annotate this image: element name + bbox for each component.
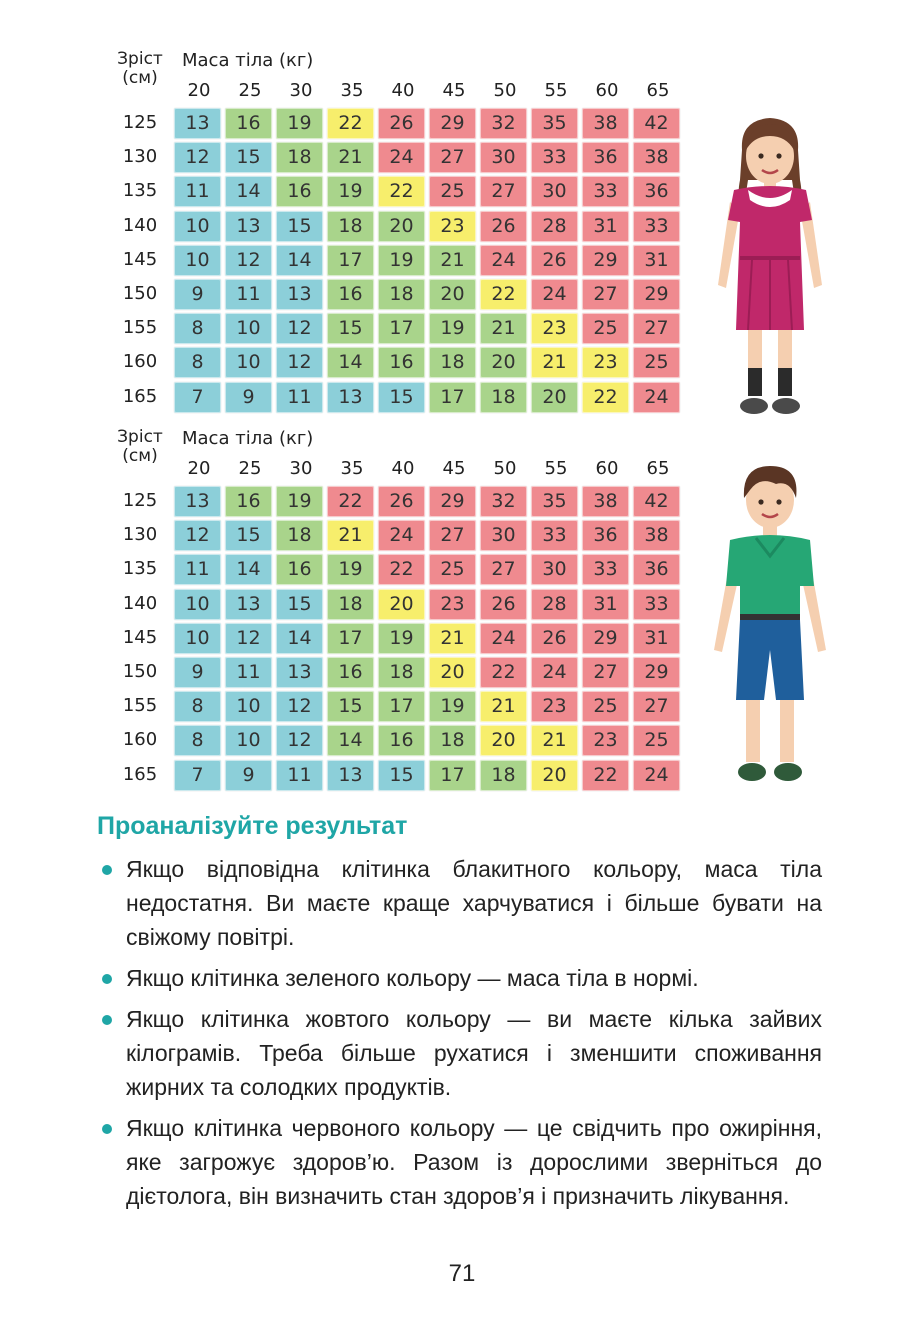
bmi-cell: 12 bbox=[225, 245, 272, 276]
bmi-cell: 21 bbox=[480, 313, 527, 344]
bmi-cell: 18 bbox=[327, 589, 374, 620]
bmi-cell: 38 bbox=[633, 520, 680, 551]
bmi-cell: 38 bbox=[582, 108, 629, 139]
page-number: 71 bbox=[448, 1260, 476, 1287]
bullet-icon bbox=[102, 1124, 112, 1134]
bmi-cell: 36 bbox=[582, 520, 629, 551]
bmi-cell: 12 bbox=[276, 347, 323, 378]
bmi-cell: 15 bbox=[276, 589, 323, 620]
bmi-cell: 9 bbox=[225, 760, 272, 791]
bmi-cell: 35 bbox=[531, 108, 578, 139]
bmi-cell: 22 bbox=[327, 486, 374, 517]
bmi-cell: 23 bbox=[429, 211, 476, 242]
bmi-cell: 13 bbox=[327, 382, 374, 413]
bmi-cell: 21 bbox=[531, 725, 578, 756]
bmi-cell: 24 bbox=[633, 760, 680, 791]
bmi-cell: 12 bbox=[225, 623, 272, 654]
mass-column-header: 50 bbox=[493, 458, 517, 479]
bmi-cell: 10 bbox=[174, 589, 221, 620]
height-row-header: 145 bbox=[122, 626, 158, 648]
bmi-cell: 15 bbox=[225, 142, 272, 173]
height-row-header: 135 bbox=[122, 558, 158, 580]
bmi-cell: 14 bbox=[225, 554, 272, 585]
bmi-cell: 31 bbox=[582, 211, 629, 242]
height-row-header: 130 bbox=[122, 524, 158, 546]
bmi-cell: 22 bbox=[327, 108, 374, 139]
bmi-cell: 27 bbox=[480, 554, 527, 585]
bmi-cell: 21 bbox=[429, 623, 476, 654]
bmi-cell: 18 bbox=[276, 520, 323, 551]
bmi-cell: 29 bbox=[582, 245, 629, 276]
height-row-header: 165 bbox=[122, 385, 158, 407]
bullet-text: Якщо клітинка жовтого кольору — ви маєте кілька зайвих кілограмів. Треба більше рухатися і зменшити споживання жирних та солодких продуктів. bbox=[126, 1006, 822, 1100]
bmi-cell: 29 bbox=[633, 279, 680, 310]
bullet-text: Якщо клітинка червоного кольору — це свідчить про ожиріння, яке загрожує здоров’ю. Разом із дорослими зверніться до дієтолога, він визначить стан здоров’я і призначить лікування. bbox=[126, 1115, 822, 1209]
bmi-cell: 19 bbox=[378, 623, 425, 654]
bmi-cell: 9 bbox=[174, 279, 221, 310]
bmi-cell: 16 bbox=[276, 554, 323, 585]
bmi-cell: 16 bbox=[378, 725, 425, 756]
bmi-cell: 36 bbox=[582, 142, 629, 173]
bmi-cell: 23 bbox=[582, 725, 629, 756]
section-title: Проаналізуйте результат bbox=[97, 812, 408, 840]
bmi-cell: 23 bbox=[531, 691, 578, 722]
height-row-header: 160 bbox=[122, 729, 158, 751]
bmi-cell: 31 bbox=[633, 623, 680, 654]
height-row-header: 125 bbox=[122, 490, 158, 511]
bmi-cell: 30 bbox=[480, 142, 527, 173]
mass-column-header: 35 bbox=[340, 458, 364, 479]
bmi-cell: 33 bbox=[633, 211, 680, 242]
bmi-cell: 15 bbox=[327, 691, 374, 722]
bmi-cell: 21 bbox=[327, 520, 374, 551]
mass-column-header: 55 bbox=[544, 458, 568, 479]
bmi-cell: 17 bbox=[429, 382, 476, 413]
bmi-cell: 18 bbox=[378, 657, 425, 688]
bmi-cell: 22 bbox=[378, 176, 425, 207]
bullet-text: Якщо відповідна клітинка блакитного кольору, маса тіла недостатня. Ви маєте краще харчуватися і більше бувати на свіжому повітрі. bbox=[126, 856, 822, 950]
mass-axis-label: Маса тіла (кг) bbox=[182, 50, 314, 71]
boy-illustration bbox=[700, 460, 840, 800]
bmi-cell: 33 bbox=[531, 142, 578, 173]
bmi-cell: 25 bbox=[582, 691, 629, 722]
bmi-cell: 21 bbox=[480, 691, 527, 722]
bmi-cell: 30 bbox=[480, 520, 527, 551]
height-row-header: 135 bbox=[122, 180, 158, 202]
bmi-cell: 28 bbox=[531, 589, 578, 620]
mass-column-header: 50 bbox=[493, 80, 517, 101]
mass-column-header: 60 bbox=[595, 80, 619, 101]
mass-column-header: 30 bbox=[289, 80, 313, 101]
bmi-cell: 11 bbox=[225, 657, 272, 688]
result-list bbox=[100, 852, 822, 1220]
list-item bbox=[100, 852, 822, 954]
bmi-cell: 23 bbox=[429, 589, 476, 620]
mass-column-header: 25 bbox=[238, 80, 262, 101]
bmi-cell: 24 bbox=[378, 142, 425, 173]
bmi-cell: 7 bbox=[174, 382, 221, 413]
bmi-cell: 26 bbox=[378, 108, 425, 139]
bmi-cell: 17 bbox=[378, 691, 425, 722]
bmi-cell: 18 bbox=[480, 760, 527, 791]
bmi-cell: 18 bbox=[480, 382, 527, 413]
bmi-cell: 11 bbox=[174, 554, 221, 585]
height-row-header: 155 bbox=[122, 317, 158, 339]
bmi-cell: 14 bbox=[276, 245, 323, 276]
bmi-cell: 13 bbox=[225, 589, 272, 620]
bmi-cell: 25 bbox=[633, 347, 680, 378]
girl-illustration bbox=[700, 110, 840, 430]
bmi-cell: 42 bbox=[633, 486, 680, 517]
bmi-cell: 16 bbox=[378, 347, 425, 378]
bmi-cell: 28 bbox=[531, 211, 578, 242]
bmi-cell: 8 bbox=[174, 725, 221, 756]
bmi-cell: 16 bbox=[225, 486, 272, 517]
bmi-cell: 13 bbox=[327, 760, 374, 791]
bmi-cell: 27 bbox=[582, 657, 629, 688]
bmi-cell: 10 bbox=[225, 691, 272, 722]
list-item bbox=[100, 1002, 822, 1104]
bmi-cell: 21 bbox=[327, 142, 374, 173]
bmi-cell: 18 bbox=[378, 279, 425, 310]
bmi-cell: 13 bbox=[174, 486, 221, 517]
bmi-cell: 17 bbox=[378, 313, 425, 344]
bmi-cell: 21 bbox=[429, 245, 476, 276]
mass-column-header: 45 bbox=[442, 458, 466, 479]
bmi-cell: 10 bbox=[174, 245, 221, 276]
bmi-cell: 14 bbox=[327, 725, 374, 756]
bmi-cell: 22 bbox=[480, 279, 527, 310]
bmi-cell: 22 bbox=[582, 382, 629, 413]
height-row-header: 145 bbox=[122, 248, 158, 270]
bmi-cell: 31 bbox=[633, 245, 680, 276]
mass-axis-label: Маса тіла (кг) bbox=[182, 428, 314, 449]
bmi-cell: 29 bbox=[582, 623, 629, 654]
bmi-cell: 29 bbox=[633, 657, 680, 688]
bmi-cell: 30 bbox=[531, 554, 578, 585]
bmi-cell: 27 bbox=[429, 520, 476, 551]
height-row-header: 165 bbox=[122, 763, 158, 785]
bmi-cell: 16 bbox=[276, 176, 323, 207]
bmi-cell: 14 bbox=[327, 347, 374, 378]
bmi-cell: 20 bbox=[378, 211, 425, 242]
bmi-cell: 22 bbox=[480, 657, 527, 688]
bmi-cell: 20 bbox=[531, 382, 578, 413]
bmi-cell: 20 bbox=[429, 279, 476, 310]
list-item bbox=[100, 1111, 822, 1213]
bmi-cell: 24 bbox=[480, 623, 527, 654]
bmi-cell: 20 bbox=[531, 760, 578, 791]
bmi-cell: 26 bbox=[531, 245, 578, 276]
bullet-text: Якщо клітинка зеленого кольору — маса тіла в нормі. bbox=[126, 965, 699, 991]
height-row-header: 150 bbox=[122, 283, 158, 304]
bmi-cell: 29 bbox=[429, 108, 476, 139]
bmi-cell: 12 bbox=[174, 142, 221, 173]
bmi-cell: 10 bbox=[225, 347, 272, 378]
mass-column-header: 65 bbox=[646, 80, 670, 101]
mass-column-header: 30 bbox=[289, 458, 313, 479]
bmi-cell: 10 bbox=[174, 211, 221, 242]
bmi-cell: 27 bbox=[633, 313, 680, 344]
height-row-header: 130 bbox=[122, 146, 158, 168]
bmi-cell: 20 bbox=[429, 657, 476, 688]
mass-column-header: 40 bbox=[391, 80, 415, 101]
bmi-cell: 8 bbox=[174, 347, 221, 378]
bmi-cell: 25 bbox=[429, 176, 476, 207]
bmi-cell: 8 bbox=[174, 691, 221, 722]
bmi-cell: 25 bbox=[633, 725, 680, 756]
bmi-cell: 13 bbox=[225, 211, 272, 242]
bmi-cell: 26 bbox=[378, 486, 425, 517]
bmi-cell: 21 bbox=[531, 347, 578, 378]
bmi-cell: 11 bbox=[276, 382, 323, 413]
bmi-cell: 10 bbox=[174, 623, 221, 654]
bmi-cell: 38 bbox=[582, 486, 629, 517]
height-row-header: 155 bbox=[122, 695, 158, 717]
bmi-cell: 23 bbox=[531, 313, 578, 344]
bmi-cell: 18 bbox=[276, 142, 323, 173]
bmi-cell: 20 bbox=[480, 725, 527, 756]
mass-column-header: 20 bbox=[187, 458, 211, 479]
bmi-cell: 13 bbox=[276, 279, 323, 310]
bmi-cell: 19 bbox=[276, 108, 323, 139]
bmi-cell: 27 bbox=[429, 142, 476, 173]
bullet-icon bbox=[102, 1015, 112, 1025]
bmi-cell: 16 bbox=[225, 108, 272, 139]
bmi-cell: 12 bbox=[174, 520, 221, 551]
mass-column-header: 65 bbox=[646, 458, 670, 479]
mass-column-header: 35 bbox=[340, 80, 364, 101]
bmi-cell: 27 bbox=[633, 691, 680, 722]
bmi-cell: 19 bbox=[327, 554, 374, 585]
bmi-cell: 18 bbox=[429, 347, 476, 378]
mass-column-header: 25 bbox=[238, 458, 262, 479]
list-item bbox=[100, 961, 822, 995]
bmi-cell: 15 bbox=[327, 313, 374, 344]
bmi-cell: 19 bbox=[327, 176, 374, 207]
bmi-cell: 27 bbox=[582, 279, 629, 310]
mass-column-header: 20 bbox=[187, 80, 211, 101]
bmi-cell: 17 bbox=[327, 623, 374, 654]
bmi-cell: 19 bbox=[378, 245, 425, 276]
bmi-cell: 26 bbox=[531, 623, 578, 654]
bmi-cell: 33 bbox=[582, 176, 629, 207]
bmi-cell: 33 bbox=[633, 589, 680, 620]
bmi-cell: 30 bbox=[531, 176, 578, 207]
bmi-cell: 35 bbox=[531, 486, 578, 517]
bmi-cell: 12 bbox=[276, 725, 323, 756]
bmi-cell: 9 bbox=[225, 382, 272, 413]
bmi-cell: 36 bbox=[633, 554, 680, 585]
bmi-cell: 13 bbox=[174, 108, 221, 139]
bmi-cell: 11 bbox=[225, 279, 272, 310]
bmi-cell: 11 bbox=[276, 760, 323, 791]
height-row-header: 140 bbox=[122, 214, 158, 236]
bmi-cell: 12 bbox=[276, 313, 323, 344]
bmi-cell: 16 bbox=[327, 279, 374, 310]
bmi-cell: 19 bbox=[276, 486, 323, 517]
height-axis-label: Зріст (см) bbox=[117, 49, 163, 88]
bmi-cell: 13 bbox=[276, 657, 323, 688]
bmi-cell: 17 bbox=[429, 760, 476, 791]
bmi-cell: 24 bbox=[378, 520, 425, 551]
bmi-cell: 25 bbox=[429, 554, 476, 585]
bmi-cell: 33 bbox=[531, 520, 578, 551]
bmi-cell: 29 bbox=[429, 486, 476, 517]
bmi-cell: 25 bbox=[582, 313, 629, 344]
bmi-cell: 32 bbox=[480, 486, 527, 517]
bmi-cell: 17 bbox=[327, 245, 374, 276]
bmi-cell: 12 bbox=[276, 691, 323, 722]
mass-column-header: 60 bbox=[595, 458, 619, 479]
mass-column-header: 45 bbox=[442, 80, 466, 101]
bmi-cell: 24 bbox=[531, 279, 578, 310]
height-row-header: 125 bbox=[122, 112, 158, 133]
bmi-cell: 42 bbox=[633, 108, 680, 139]
bmi-cell: 15 bbox=[378, 382, 425, 413]
bmi-cell: 19 bbox=[429, 313, 476, 344]
bmi-cell: 15 bbox=[276, 211, 323, 242]
height-row-header: 140 bbox=[122, 592, 158, 614]
bmi-cell: 32 bbox=[480, 108, 527, 139]
bmi-cell: 27 bbox=[480, 176, 527, 207]
bmi-cell: 14 bbox=[225, 176, 272, 207]
bullet-icon bbox=[102, 974, 112, 984]
bmi-cell: 15 bbox=[378, 760, 425, 791]
bmi-cell: 20 bbox=[378, 589, 425, 620]
bmi-cell: 8 bbox=[174, 313, 221, 344]
bmi-cell: 14 bbox=[276, 623, 323, 654]
bullet-icon bbox=[102, 865, 112, 875]
bmi-cell: 9 bbox=[174, 657, 221, 688]
mass-column-header: 40 bbox=[391, 458, 415, 479]
bmi-cell: 20 bbox=[480, 347, 527, 378]
bmi-cell: 26 bbox=[480, 589, 527, 620]
bmi-cell: 15 bbox=[225, 520, 272, 551]
bmi-cell: 11 bbox=[174, 176, 221, 207]
bmi-cell: 10 bbox=[225, 725, 272, 756]
bmi-cell: 36 bbox=[633, 176, 680, 207]
bmi-cell: 23 bbox=[582, 347, 629, 378]
bmi-cell: 33 bbox=[582, 554, 629, 585]
height-axis-label: Зріст (см) bbox=[117, 427, 163, 466]
bmi-cell: 26 bbox=[480, 211, 527, 242]
bmi-cell: 18 bbox=[429, 725, 476, 756]
bmi-cell: 24 bbox=[633, 382, 680, 413]
bmi-cell: 22 bbox=[582, 760, 629, 791]
bmi-cell: 38 bbox=[633, 142, 680, 173]
mass-column-header: 55 bbox=[544, 80, 568, 101]
bmi-cell: 24 bbox=[531, 657, 578, 688]
bmi-cell: 31 bbox=[582, 589, 629, 620]
bmi-cell: 22 bbox=[378, 554, 425, 585]
bmi-cell: 18 bbox=[327, 211, 374, 242]
bmi-cell: 24 bbox=[480, 245, 527, 276]
height-row-header: 160 bbox=[122, 351, 158, 373]
height-row-header: 150 bbox=[122, 661, 158, 682]
bmi-cell: 16 bbox=[327, 657, 374, 688]
bmi-cell: 19 bbox=[429, 691, 476, 722]
bmi-cell: 7 bbox=[174, 760, 221, 791]
bmi-cell: 10 bbox=[225, 313, 272, 344]
